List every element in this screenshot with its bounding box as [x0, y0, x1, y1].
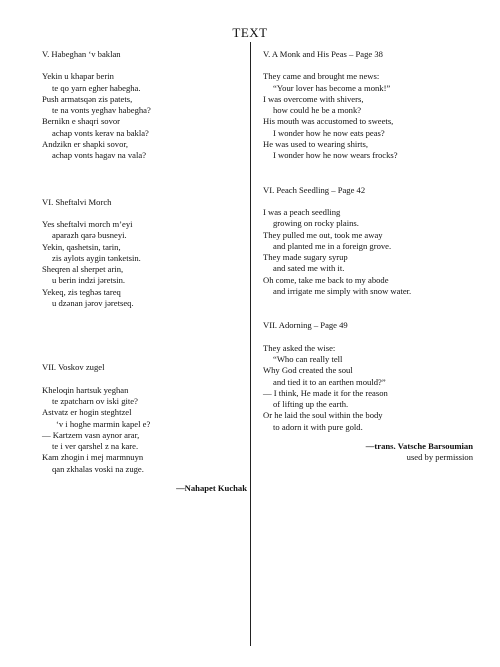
- poem-line: Yes sheftalvi morch m’eyi: [42, 218, 133, 229]
- right-column: [263, 49, 473, 464]
- poem-line: Or he laid the soul within the body: [263, 410, 383, 421]
- poem-line: of lifting up the earth.: [273, 399, 349, 410]
- poem-heading: VI. Peach Seedling – Page 42: [263, 184, 366, 195]
- poem-line: and irrigate me simply with snow water.: [273, 286, 412, 297]
- poem-line: They made sugary syrup: [263, 252, 348, 263]
- poem-line: I wonder how he now wears frocks?: [273, 150, 398, 161]
- poem-line: Yekin, qashetsin, tarin,: [42, 241, 121, 252]
- poem-section-left-2: [42, 197, 247, 310]
- poem-line: te i ver qarshel z na kare.: [52, 441, 139, 452]
- page-title: TEXT: [232, 25, 268, 40]
- poem-line: — I think, He made it for the reason: [263, 387, 388, 398]
- poem-line: Bernikn e shaqri sovor: [42, 116, 121, 127]
- poem-line: how could he be a monk?: [273, 105, 362, 116]
- poem-line: They came and brought me news:: [263, 71, 380, 82]
- poem-heading: V. A Monk and His Peas – Page 38: [263, 49, 383, 59]
- poem-section-left-3: [42, 362, 247, 475]
- translator-name: —trans. Vatsche Barsoumian: [365, 441, 473, 452]
- poem-line: u dzənan jərov jəretseq.: [52, 298, 134, 309]
- poem-line: He was used to wearing shirts,: [263, 139, 369, 150]
- poem-line: Yekin u khapar berin: [42, 71, 114, 82]
- poem-line: Yekeq, zis teghəs tareq: [42, 286, 121, 297]
- poem-section-right-1: [263, 49, 473, 162]
- poem-line: They pulled me out, took me away: [263, 229, 383, 240]
- column-divider: [250, 42, 251, 646]
- poem-line: His mouth was accustomed to sweets,: [263, 116, 394, 127]
- poem-line: Push armatsqən zis patets,: [42, 93, 133, 104]
- poem-line: qan zkhalas voski na zuge.: [52, 463, 144, 474]
- author-attribution: —Nahapet Kuchak: [176, 483, 247, 494]
- poem-line: Kheloqin hartsuk yeghan: [42, 384, 129, 395]
- poem-line: and sated me with it.: [273, 263, 345, 274]
- poem-line: te zpatcharn ov iski gite?: [52, 395, 138, 406]
- poem-line: I wonder how he now eats peas?: [273, 127, 385, 138]
- poem-line: Andzikn er shapki sovor,: [42, 139, 129, 150]
- poem-line: Kam zhogin i mej marmnuyn: [42, 452, 144, 463]
- poem-line: Astvatz er hogin steghtzel: [42, 407, 132, 418]
- poem-line: “Who can really tell: [273, 353, 343, 364]
- poem-line: “Your lover has become a monk!”: [273, 82, 391, 93]
- poem-line: I was overcome with shivers,: [263, 93, 364, 104]
- poem-line: — Kartzem vasn aynor arar,: [42, 429, 140, 440]
- permission-note: used by permission: [406, 452, 473, 463]
- poem-line: They asked the wise:: [263, 342, 336, 353]
- poem-section-right-3: [263, 320, 473, 433]
- poem-line: te na vonts yeghav habegha?: [52, 105, 151, 116]
- translator-credit: [263, 441, 473, 464]
- poem-section-left-1: [42, 49, 247, 162]
- poem-heading: VII. Voskov zugel: [42, 362, 105, 373]
- poem-line: aparazh qarə busneyi.: [52, 230, 127, 241]
- poem-heading: VI. Sheftalvi Morch: [42, 196, 112, 207]
- poem-line: u berin indzi jəretsin.: [52, 275, 126, 286]
- poem-line: Why God created the soul: [263, 365, 353, 376]
- poem-line: Sheqren al sherpet arin,: [42, 264, 124, 275]
- poem-line: Oh come, take me back to my abode: [263, 274, 389, 285]
- poem-line: achap vonts hagav na vala?: [52, 150, 147, 161]
- poem-line: I was a peach seedling: [263, 206, 341, 217]
- left-column: [42, 49, 247, 494]
- poem-line: te qo yarn egher habegha.: [52, 82, 141, 93]
- poem-line: and planted me in a foreign grove.: [273, 240, 392, 251]
- poem-section-right-2: [263, 185, 473, 298]
- poem-heading: VII. Adorning – Page 49: [263, 320, 348, 331]
- poem-line: ‘v i hoghe marmin kapel e?: [56, 418, 151, 429]
- poem-line: to adorn it with pure gold.: [273, 421, 363, 432]
- poem-line: achap vonts kerav na bakla?: [52, 127, 149, 138]
- poem-line: and tied it to an earthen mould?”: [273, 376, 386, 387]
- poem-heading: V. Habeghan ‘v baklan: [42, 49, 121, 59]
- poem-line: zis aylots aygin tənketsin.: [52, 252, 141, 263]
- poem-line: growing on rocky plains.: [273, 218, 359, 229]
